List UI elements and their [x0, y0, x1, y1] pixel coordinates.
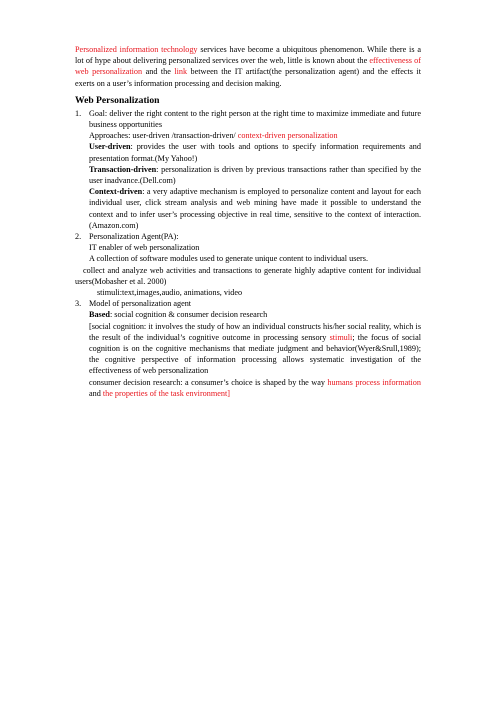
intro-paragraph: [75, 44, 421, 89]
consumer-decision-highlight-1: humans process information: [327, 377, 421, 387]
consumer-decision-text-2: and: [89, 388, 103, 398]
consumer-decision-paragraph: [89, 377, 421, 399]
user-driven-label: User-driven: [89, 142, 131, 152]
agent-line-2: A collection of software modules used to generate unique content to individual users.: [89, 254, 368, 264]
social-cognition-paragraph: [89, 321, 421, 377]
based-text: : social cognition & consumer decision research: [109, 310, 268, 320]
context-driven-label: Context-driven: [89, 187, 143, 197]
transaction-driven-text: : personalization is driven by previous transactions rather than specified by the user inadvance.(Dell.com): [89, 164, 421, 186]
based-paragraph: [89, 309, 421, 320]
goal-text: Goal: deliver the right content to the right person at the right time to maximize immediate and future business opportunities: [89, 108, 421, 130]
agent-line-4: stimuli:text,images,audio, animations, video: [97, 288, 243, 298]
social-cognition-highlight: stimuli: [329, 332, 353, 342]
context-driven-paragraph: [89, 186, 421, 231]
user-driven-text: : provides the user with tools and options to specify information requirements and presentation format.(My Yahoo!): [89, 142, 421, 163]
intro-highlight-2: effectiveness of web personalization: [75, 56, 421, 77]
user-driven-paragraph: [89, 141, 421, 163]
transaction-driven-label: Transaction-driven: [89, 164, 157, 174]
intro-highlight-1: Personalized information technology: [75, 45, 198, 54]
intro-text-2: and the: [142, 67, 175, 77]
social-cognition-text-1: [social cognition: it involves the study of how an individual constructs his/her social reality, which is the result of the individual’s cognitive outcome in processing sensory: [89, 321, 421, 342]
list-number: 2.: [75, 232, 82, 242]
consumer-decision-text-1: consumer decision research: a consumer’s choice is shaped by the way: [89, 377, 328, 387]
agent-line-3: collect and analyze web activities and transactions to generate highly adaptive content for individual users(Mobasher et al. 2000): [75, 265, 421, 286]
approaches-text: Approaches: user-driven /transaction-driven/: [89, 131, 238, 141]
intro-text-1: services have become a ubiquitous phenomenon. While there is a lot of hype about delivering personalized services over the web, little is known about the: [75, 45, 421, 66]
list-item-3: [75, 298, 421, 399]
approaches-highlight: context-driven personalization: [237, 131, 338, 141]
consumer-decision-highlight-2: the properties of the task environment]: [102, 388, 230, 398]
list-number: 1.: [75, 108, 82, 118]
context-driven-text: : a very adaptive mechanism is employed to personalize content and layout for each individual user, click stream analysis and web mining have made it possible to understand the context and to infer user’s processing objective in real time, sensitive to the context of interaction.(Amazon.com): [89, 187, 421, 230]
list-item-2: [75, 231, 421, 265]
approaches-line: [89, 130, 421, 141]
based-label: Based: [89, 310, 110, 320]
document-page: [75, 44, 421, 399]
transaction-driven-paragraph: [89, 164, 421, 186]
social-cognition-text-2: ; the focus of social cognition is on the cognitive mechanisms that mediate judgment and behavior(Wyer&Srull,1989); the cognitive perspective of information processing allows systematic investigation of the effectiveness of web personalization: [89, 332, 421, 376]
model-title: Model of personalization agent: [89, 299, 192, 309]
agent-line-1: IT enabler of web personalization: [89, 243, 200, 253]
list-number: 3.: [75, 299, 82, 309]
intro-highlight-3: link: [174, 67, 188, 77]
agent-title: Personalization Agent(PA):: [89, 232, 179, 242]
section-heading: Web Personalization: [75, 94, 160, 106]
list-item-1: [75, 108, 421, 231]
intro-text-3: between the IT artifact(the personalization agent) and the effects it exerts on a user’s information processing and decision making.: [75, 67, 421, 88]
